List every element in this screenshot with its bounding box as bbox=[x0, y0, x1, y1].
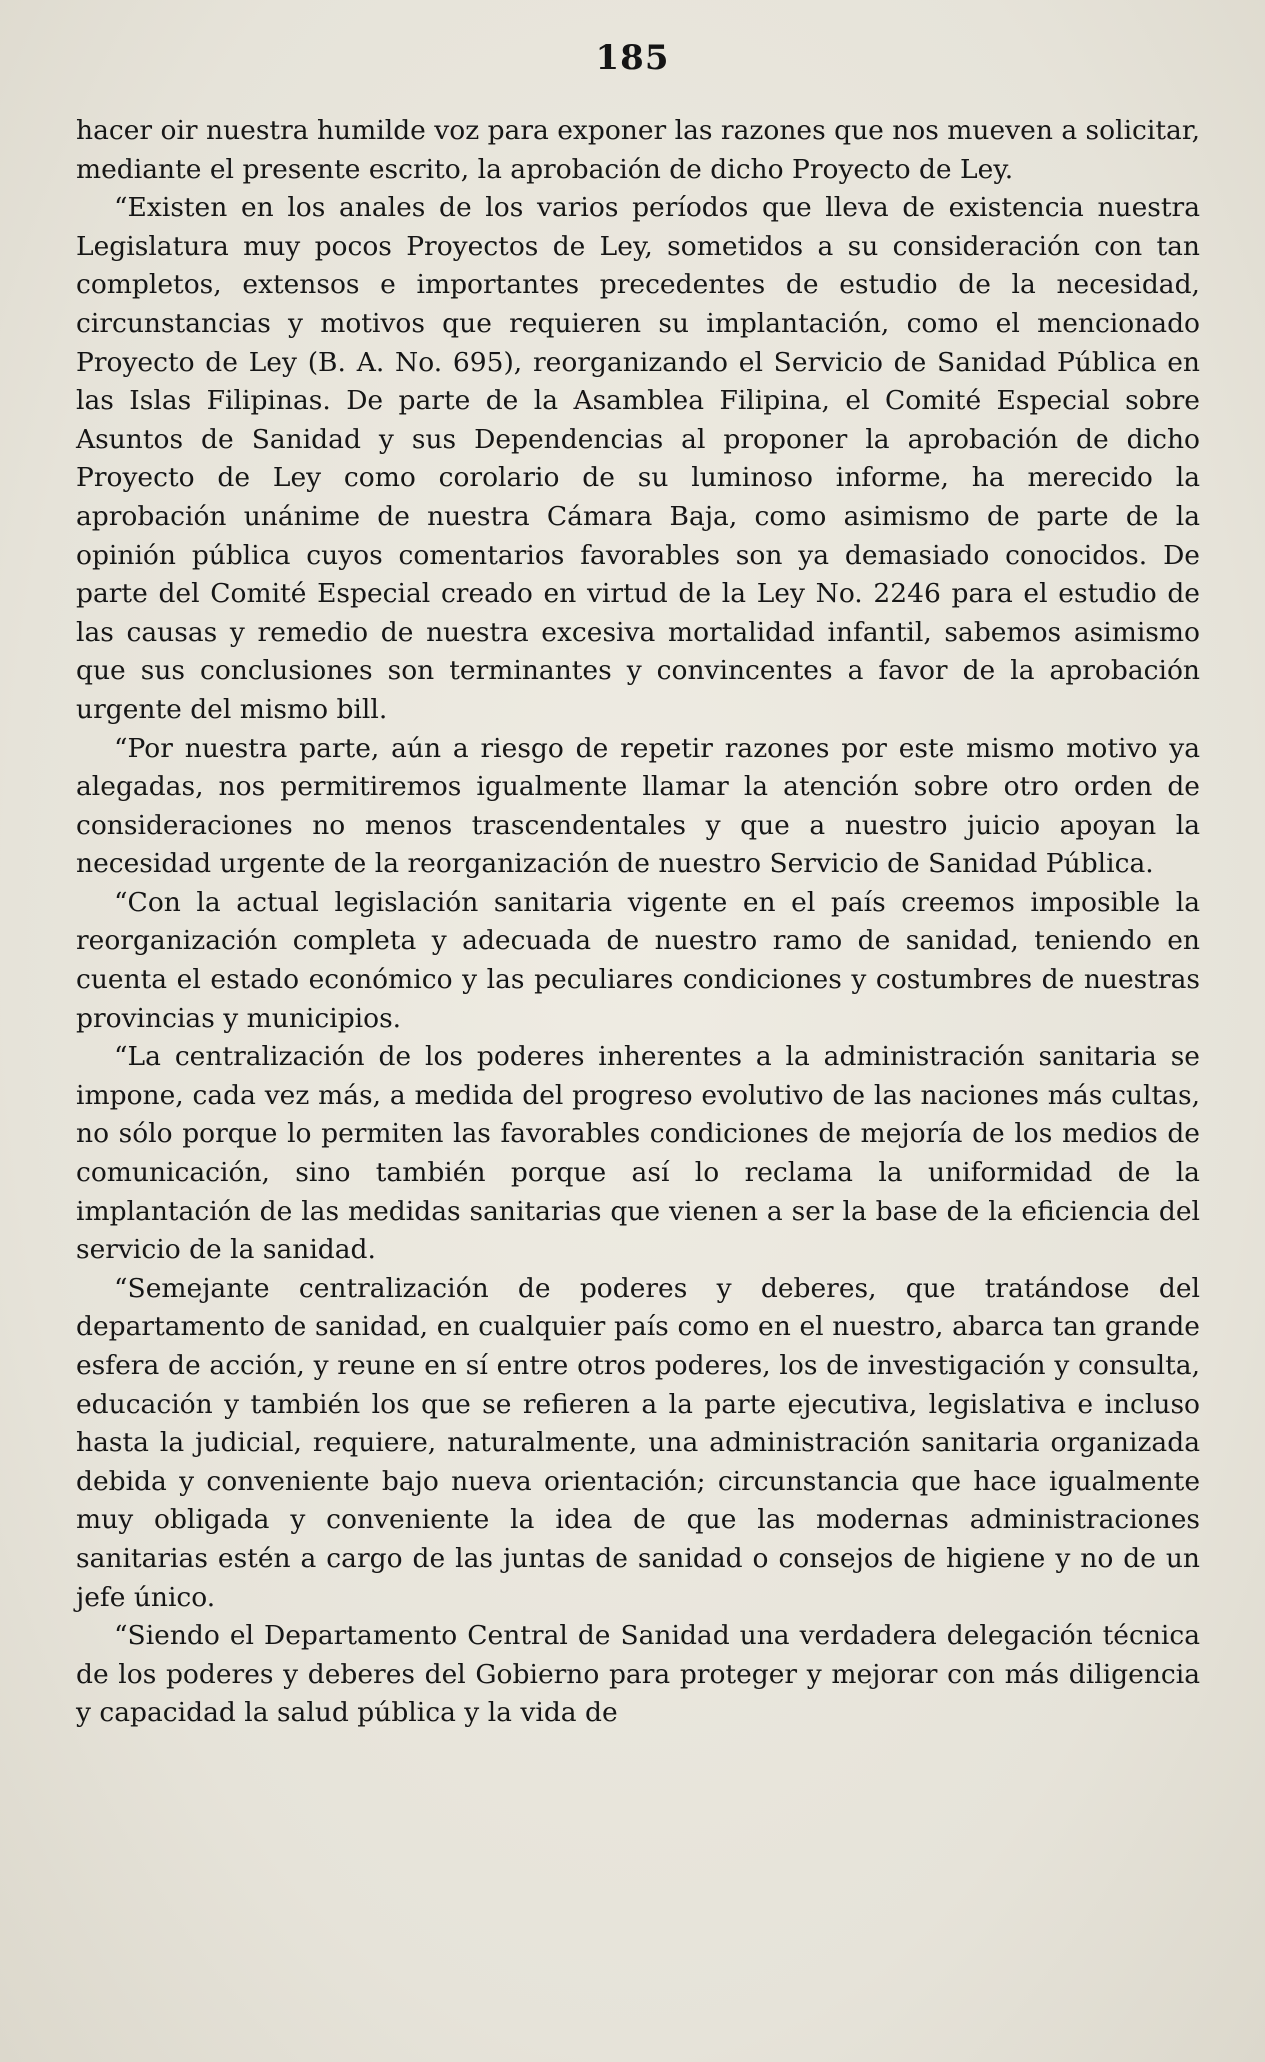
paragraph: “Existen en los anales de los varios períodos que lleva de existencia nuestra Legislatura muy pocos Proyectos de Ley, sometidos a su consideración con tan completos, extensos e importantes precedentes de estudio de la necesidad, circunstancias y motivos que requieren su implantación, como el mencionado Proyecto de Ley (B. A. No. 695), reorganizando el Servicio de Sanidad Pública en las Islas Filipinas. De parte de la Asamblea Filipina, el Comité Especial sobre Asuntos de Sanidad y sus Dependencias al proponer la aprobación de dicho Proyecto de Ley como corolario de su luminoso informe, ha merecido la aprobación unánime de nuestra Cámara Baja, como asimismo de parte de la opinión pública cuyos comentarios favorables son ya demasiado conocidos. De parte del Comité Especial creado en virtud de la Ley No. 2246 para el estudio de las causas y remedio de nuestra excesiva mortalidad infantil, sabemos asimismo que sus conclusiones son terminantes y convincentes a favor de la aprobación urgente del mismo bill. bbox=[76, 192, 1200, 725]
paragraph: “Semejante centralización de poderes y deberes, que tratándose del departamento de sanidad, en cualquier país como en el nuestro, abarca tan grande esfera de acción, y reune en sí entre otros poderes, los de investigación y consulta, educación y también los que se refieren a la parte ejecutiva, legislativa e incluso hasta la judicial, requiere, naturalmente, una administración sanitaria organizada debida y conveniente bajo nueva orientación; circunstancia que hace igualmente muy obligada y conveniente la idea de que las modernas administraciones sanitarias estén a cargo de las juntas de sanidad o consejos de higiene y no de un jefe único. bbox=[76, 1272, 1200, 1613]
paragraph: “Siendo el Departamento Central de Sanidad una verdadera delegación técnica de los poderes y deberes del Gobierno para proteger y mejorar con más diligencia y capacidad la salud pública y la vida de bbox=[76, 1620, 1200, 1729]
paragraph: “La centralización de los poderes inherentes a la administración sanitaria se impone, cada vez más, a medida del progreso evolutivo de las naciones más cultas, no sólo porque lo permiten las favorables condiciones de mejoría de los medios de comunicación, sino también porque así lo reclama la uniformidad de la implantación de las medidas sanitarias que vienen a ser la base de la eficiencia del servicio de la sanidad. bbox=[76, 1041, 1200, 1266]
page-number: 185 bbox=[595, 38, 670, 78]
body-text bbox=[76, 112, 1200, 1733]
paragraph: “Con la actual legislación sanitaria vigente en el país creemos imposible la reorganización completa y adecuada de nuestro ramo de sanidad, teniendo en cuenta el estado económico y las peculiares condiciones y costumbres de nuestras provincias y municipios. bbox=[76, 886, 1200, 1034]
paragraph: hacer oir nuestra humilde voz para exponer las razones que nos mueven a solicitar, mediante el presente escrito, la aprobación de dicho Proyecto de Ley. bbox=[76, 115, 1200, 185]
paragraph: “Por nuestra parte, aún a riesgo de repetir razones por este mismo motivo ya alegadas, nos permitiremos igualmente llamar la atención sobre otro orden de consideraciones no menos trascendentales y que a nuestro juicio apoyan la necesidad urgente de la reorganización de nuestro Servicio de Sanidad Pública. bbox=[76, 732, 1200, 880]
